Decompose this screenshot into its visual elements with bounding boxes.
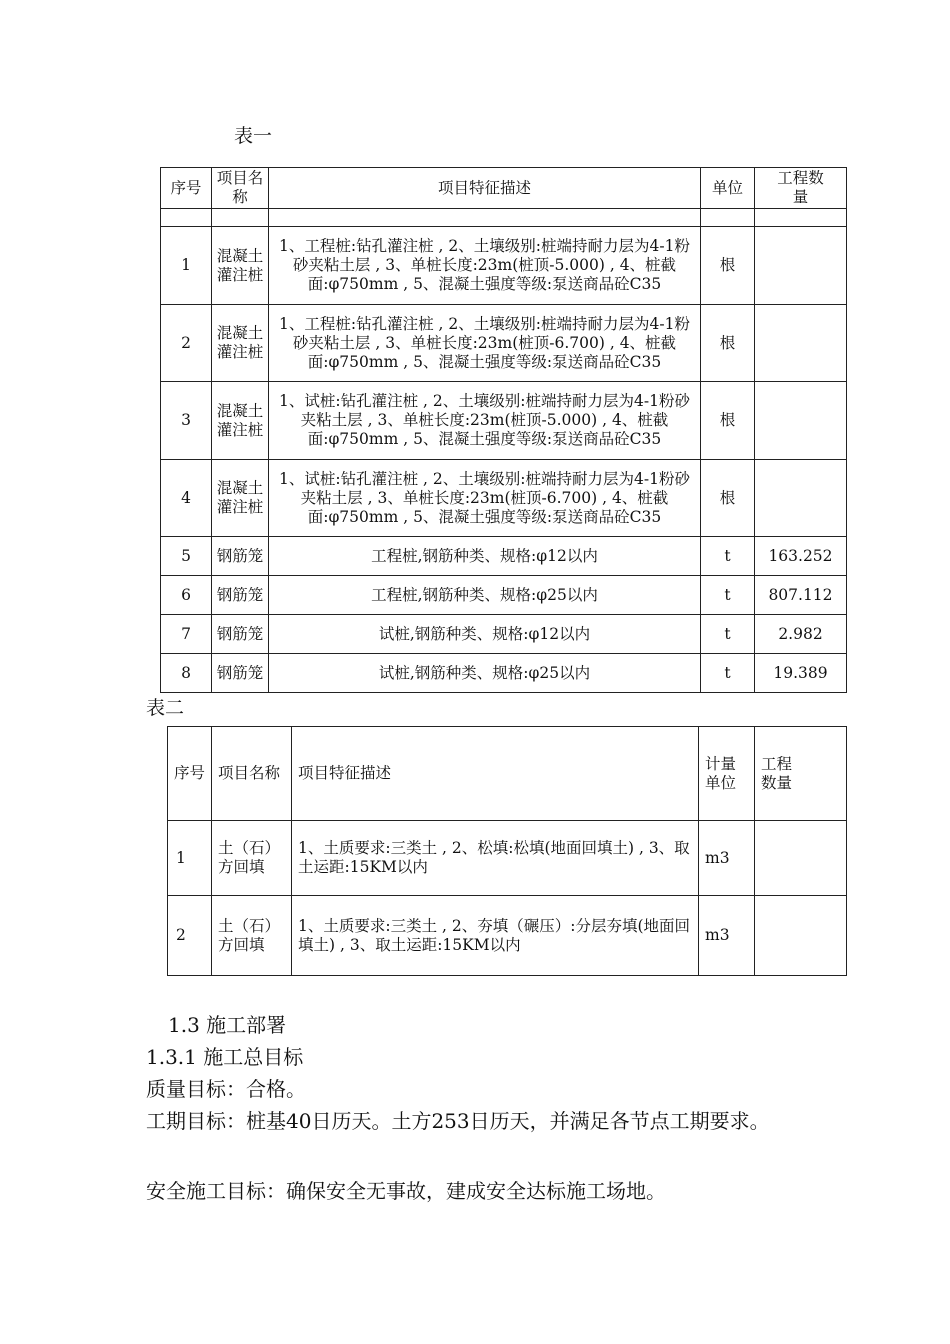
cell-unit: t xyxy=(701,654,755,693)
cell-qty xyxy=(755,896,847,976)
header-unit: 计量单位 xyxy=(699,727,755,821)
cell-unit: m3 xyxy=(699,821,755,896)
table2-header-row xyxy=(168,727,847,821)
cell-qty: 2.982 xyxy=(755,615,847,654)
cell-no: 1 xyxy=(161,227,212,305)
header-unit: 单位 xyxy=(701,168,755,209)
cell-unit: 根 xyxy=(701,227,755,305)
cell-qty: 19.389 xyxy=(755,654,847,693)
schedule-target: 工期目标：桩基40日历天。土方253日历天，并满足各节点工期要求。 xyxy=(146,1109,770,1133)
table1-caption: 表一 xyxy=(234,125,273,147)
cell-no: 3 xyxy=(161,382,212,460)
section-heading: 1.3 施工部署 xyxy=(168,1013,287,1037)
table-row xyxy=(161,576,847,615)
header-name: 项目名称 xyxy=(212,727,292,821)
cell-unit: 根 xyxy=(701,382,755,460)
cell-qty xyxy=(755,460,847,537)
cell-name: 土（石）方回填 xyxy=(212,896,292,976)
cell-qty xyxy=(755,305,847,382)
cell-name: 钢筋笼 xyxy=(212,615,269,654)
cell-name: 混凝土灌注桩 xyxy=(212,305,269,382)
cell-no: 5 xyxy=(161,537,212,576)
table-row xyxy=(168,896,847,976)
cell-name: 土（石）方回填 xyxy=(212,821,292,896)
cell-desc: 1、工程桩:钻孔灌注桩 , 2、土壤级别:桩端持耐力层为4-1粉砂夹粘土层 , 3、单桩长度:23m(桩顶-5.000) , 4、桩截面:φ750mm , 5、混凝土强度等级:泵送商品砼C35 xyxy=(269,227,701,305)
header-desc: 项目特征描述 xyxy=(292,727,699,821)
cell-desc: 1、土质要求:三类土 , 2、松填:松填(地面回填土) , 3、取土运距:15KM以内 xyxy=(292,821,699,896)
table2-caption: 表二 xyxy=(146,697,185,719)
cell-qty xyxy=(755,821,847,896)
table1-header-row xyxy=(161,168,847,209)
table1-empty-row xyxy=(161,209,847,227)
cell-name: 混凝土灌注桩 xyxy=(212,227,269,305)
cell-unit: t xyxy=(701,576,755,615)
header-name: 项目名称 xyxy=(212,168,269,209)
header-qty: 工程数量 xyxy=(755,168,847,209)
header-qty: 工程数量 xyxy=(755,727,847,821)
table-row xyxy=(161,382,847,460)
cell-no: 6 xyxy=(161,576,212,615)
cell-qty: 163.252 xyxy=(755,537,847,576)
table2 xyxy=(167,726,847,976)
table-row xyxy=(161,615,847,654)
cell-desc: 试桩,钢筋种类、规格:φ25以内 xyxy=(269,654,701,693)
cell-desc: 工程桩,钢筋种类、规格:φ12以内 xyxy=(269,537,701,576)
cell-qty: 807.112 xyxy=(755,576,847,615)
header-no: 序号 xyxy=(168,727,212,821)
cell-desc: 1、工程桩:钻孔灌注桩 , 2、土壤级别:桩端持耐力层为4-1粉砂夹粘土层 , 3、单桩长度:23m(桩顶-6.700) , 4、桩截面:φ750mm , 5、混凝土强度等级:泵送商品砼C35 xyxy=(269,305,701,382)
cell-qty xyxy=(755,227,847,305)
safety-target: 安全施工目标：确保安全无事故，建成安全达标施工场地。 xyxy=(146,1179,666,1203)
cell-unit: 根 xyxy=(701,305,755,382)
cell-desc: 1、土质要求:三类土 , 2、夯填（碾压）:分层夯填(地面回填土) , 3、取土运距:15KM以内 xyxy=(292,896,699,976)
quality-target: 质量目标：合格。 xyxy=(146,1077,306,1101)
cell-name: 混凝土灌注桩 xyxy=(212,382,269,460)
cell-unit: m3 xyxy=(699,896,755,976)
cell-name: 钢筋笼 xyxy=(212,576,269,615)
cell-desc: 工程桩,钢筋种类、规格:φ25以内 xyxy=(269,576,701,615)
table1 xyxy=(160,167,847,693)
cell-unit: t xyxy=(701,537,755,576)
cell-no: 4 xyxy=(161,460,212,537)
cell-name: 钢筋笼 xyxy=(212,654,269,693)
table-row xyxy=(161,654,847,693)
cell-desc: 1、试桩:钻孔灌注桩 , 2、土壤级别:桩端持耐力层为4-1粉砂夹粘土层 , 3、单桩长度:23m(桩顶-6.700) , 4、桩截面:φ750mm , 5、混凝土强度等级:泵送商品砼C35 xyxy=(269,460,701,537)
cell-no: 8 xyxy=(161,654,212,693)
table-row xyxy=(161,227,847,305)
cell-unit: t xyxy=(701,615,755,654)
cell-desc: 1、试桩:钻孔灌注桩 , 2、土壤级别:桩端持耐力层为4-1粉砂夹粘土层 , 3、单桩长度:23m(桩顶-5.000) , 4、桩截面:φ750mm , 5、混凝土强度等级:泵送商品砼C35 xyxy=(269,382,701,460)
cell-no: 2 xyxy=(161,305,212,382)
cell-no: 2 xyxy=(168,896,212,976)
cell-desc: 试桩,钢筋种类、规格:φ12以内 xyxy=(269,615,701,654)
table-row xyxy=(161,305,847,382)
table-row xyxy=(161,537,847,576)
cell-name: 钢筋笼 xyxy=(212,537,269,576)
subsection-heading: 1.3.1 施工总目标 xyxy=(146,1045,304,1069)
header-desc: 项目特征描述 xyxy=(269,168,701,209)
table-row xyxy=(161,460,847,537)
cell-no: 7 xyxy=(161,615,212,654)
table-row xyxy=(168,821,847,896)
cell-unit: 根 xyxy=(701,460,755,537)
cell-no: 1 xyxy=(168,821,212,896)
cell-name: 混凝土灌注桩 xyxy=(212,460,269,537)
header-no: 序号 xyxy=(161,168,212,209)
cell-qty xyxy=(755,382,847,460)
